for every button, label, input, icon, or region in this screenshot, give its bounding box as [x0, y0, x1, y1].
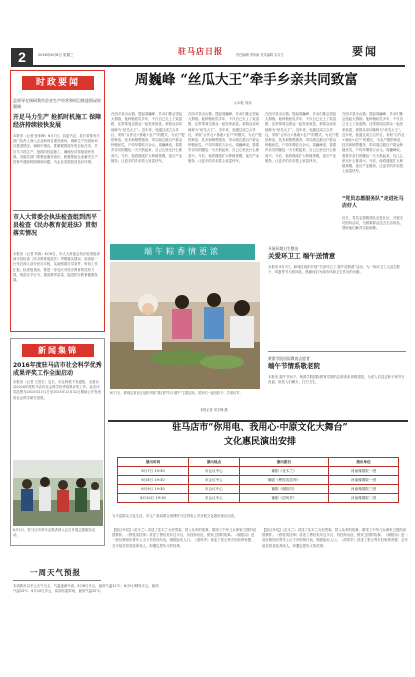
paper-name: 驻马店日报 — [178, 47, 223, 56]
table-cell: 6月8日 19:30 — [118, 476, 189, 485]
table-row — [118, 467, 399, 476]
festival-banner: 端午粽香情更浓 — [110, 244, 255, 260]
table-cell: 河南豫剧院一团 — [329, 476, 399, 485]
table-cell: 6月7日 19:30 — [118, 467, 189, 476]
stage-body-right: 【剧目介绍】《花木兰》讲述了花木兰女扮男装、替父从军的故事，歌颂了中华儿女保家卫国的爱国情怀。《穆桂英挂帅》讲述了穆桂英年过半百，仍挂帅出征、保家卫国的故事。《朝阳沟》是一部反映知识青年上山下乡的现代戏，唱段脍炙人口。《清风亭》讲述了张元秀夫妇收养弃婴、含辛茹苦将其抚养成人，却遭忘恩负义的故事。 — [262, 528, 408, 548]
table-cell: 市会议中心 — [189, 494, 240, 503]
table-cell: 6月10日 19:30 — [118, 494, 189, 503]
editors-line: 责任编辑 李传新 美术编辑 实习生 — [236, 53, 284, 57]
table-cell: 市会议中心 — [189, 467, 240, 476]
main-body-col4: 在西平县出山镇，提起周巍峰，乡亲们都会竖起大拇指。他种植丝瓜多年，不仅自己走上了致富路，还带领周边群众一起发家致富，被群众亲切地称为“丝瓜大王”。近年来，他通过成立合作社，采取“合作社+基地+农户”的模式，为农户提供种苗、技术和销售服务，带动周边数百户群众种植丝瓜，户均年增收万余元。周巍峰说，看着乡亲们的腰包一天天鼓起来，自己心里比什么都高兴。今后，他将继续扩大种植规模，延长产业链条，让更多的乡亲搭上致富快车。 — [342, 112, 405, 174]
stage-title-line2: 文化惠民演出安排 — [223, 437, 296, 447]
main-body-col2: 在西平县出山镇，提起周巍峰，乡亲们都会竖起大拇指。他种植丝瓜多年，不仅自己走上了致富路，还带领周边群众一起发家致富，被群众亲切地称为“丝瓜大王”。近年来，他通过成立合作社，采取“合作社+基地+农户”的模式，为农户提供种苗、技术和销售服务，带动周边数百户群众种植丝瓜，户均年增收万余元。周巍峰说，看着乡亲们的腰包一天天鼓起来，自己心里比什么都高兴。今后，他将继续扩大种植规模，延长产业链条，让更多的乡亲搭上致富快车。 — [188, 112, 262, 163]
story1-body: 本报讯（记者 张家峰）6月7日，县委书记、县长带领有关部门负责人深入企业和项目建设现场，调研生产经营和项目推进情况。调研中指出，要紧紧围绕年度目标任务，开足马力抓生产，抢抓时机促施工，确保经济持续较快发展。各级各部门要强化服务意识，积极帮助企业解决生产经营中遇到的困难和问题，为企业发展营造良好环境。 — [13, 134, 100, 165]
festival-photo — [110, 262, 260, 389]
table-cell: 市会议中心 — [189, 485, 240, 494]
right-story1-kicker: 开展环境卫生整治 — [268, 246, 299, 251]
right-story2-body: 本报讯 端午节前夕，黄淮学院国际教育学院的志愿者来到敬老院，为老人们送去粽子和节日祝福，陪老人们聊天、打扫卫生。 — [268, 375, 405, 385]
header-cell: 演出剧目 — [239, 458, 328, 467]
section-title: 要闻 — [352, 45, 378, 58]
header-cell: 演出单位 — [329, 458, 399, 467]
main-headline: 周巍峰 “丝瓜大王”牵手乡亲共同致富 — [135, 72, 358, 88]
news-collection-banner: 新闻集锦 — [22, 344, 94, 357]
table-row — [118, 476, 399, 485]
stage-title-line1: 驻马店市“你用电、我用心·中原文化大舞台” — [172, 423, 348, 433]
volunteer-photo — [13, 460, 103, 526]
date-line: 2016年6月8日 星期三 — [38, 53, 74, 57]
festival-photographer: 本报记者 刘宇峰 摄 — [200, 408, 228, 412]
header-cell: 演出时间 — [118, 458, 189, 467]
right-story2-title: 端午节情系敬老院 — [268, 362, 320, 370]
right-story1-body: 本报讯 6月7日，驿城区组织开展“关爱环卫工 端午送情意”活动，为一线环卫工人送去粽子、鸡蛋等节日慰问品，感谢他们为城市环境卫生作出的贡献。 — [268, 265, 401, 275]
volunteer-photo-caption: 6月5日，驻马店市青年志愿者深入社区开展志愿服务活动。 — [13, 528, 96, 538]
weather-title: 一周天气预报 — [30, 568, 81, 577]
table-cell: 6月9日 19:30 — [118, 485, 189, 494]
main-body-col1: 在西平县出山镇，提起周巍峰，乡亲们都会竖起大拇指。他种植丝瓜多年，不仅自己走上了致富路，还带领周边群众一起发家致富，被群众亲切地称为“丝瓜大王”。近年来，他通过成立合作社，采取“合作社+基地+农户”的模式，为农户提供种苗、技术和销售服务，带动周边数百户群众种植丝瓜，户均年增收万余元。周巍峰说，看着乡亲们的腰包一天天鼓起来，自己心里比什么都高兴。今后，他将继续扩大种植规模，延长产业链条，让更多的乡亲搭上致富快车。 — [111, 112, 185, 163]
stage-note: 为丰富群众文化生活，市文广新局联合国网驻马店供电公司开展文化惠民演出活动。 — [112, 514, 238, 518]
story1-kicker: 县领导在调研我市企业生产经营和项目推进情况时强调 — [13, 98, 101, 109]
table-cell: 河南豫剧院三团 — [329, 485, 399, 494]
table-cell: 市会议中心 — [189, 476, 240, 485]
stage-body-left: 【剧目介绍】《花木兰》讲述了花木兰女扮男装、替父从军的故事，歌颂了中华儿女保家卫国的爱国情怀。《穆桂英挂帅》讲述了穆桂英年过半百，仍挂帅出征、保家卫国的故事。《朝阳沟》是一部反映知识青年上山下乡的现代戏，唱段脍炙人口。《清风亭》讲述了张元秀夫妇收养弃婴、含辛茹苦将其抚养成人，却遭忘恩负义的故事。 — [112, 528, 257, 548]
table-cell: 豫剧《花木兰》 — [239, 467, 328, 476]
table-cell: 豫剧《清风亭》 — [239, 494, 328, 503]
table-row — [118, 485, 399, 494]
story2-body: 本报讯（记者 刘涛）6月6日，市人大常委会执法检查组到西平县检查《民办教育促进法》贯彻落实情况。检查组一行先后深入部分民办学校，实地察看办学条件，听取工作汇报。检查组指出，要进一步加大对民办教育的扶持力度，规范办学行为，提高教育质量，促进民办教育健康发展。 — [13, 252, 100, 283]
sidebar-story-body: 近日，党员志愿服务队走进社区，开展走访慰问活动，为困难群众送去生活用品，帮助他们解决实际困难。 — [342, 216, 404, 231]
table-cell: 河南豫剧院一团 — [329, 467, 399, 476]
table-header-row — [118, 458, 399, 467]
table-cell: 豫剧《穆桂英挂帅》 — [239, 476, 328, 485]
table-cell: 豫剧《朝阳沟》 — [239, 485, 328, 494]
main-author: ◎本报 刘伟 — [234, 101, 252, 105]
story2-title: 市人大常委会执法检查组到西平县检查《民办教育促进法》贯彻落实情况 — [13, 214, 98, 237]
politics-banner: 时政要闻 — [22, 76, 94, 90]
right-story2-kicker: 黄淮学院国际教育志愿者 — [268, 356, 310, 361]
header-cell: 演出地点 — [189, 458, 240, 467]
story3-body: 本报讯（记者 王春生）近日，市社科联下发通知，全面启动2016年度驻马店市社会科学优秀成果评奖工作。此次评奖范围为2015年1月1日至2015年12月31日期间公开发表的社会科学研究成果。 — [13, 380, 101, 400]
page-number-badge: 2 — [11, 48, 33, 66]
stage-schedule-table — [117, 457, 399, 503]
weather-body: 本周我市以多云天气为主，气温逐渐升高。6月8日多云，最高气温31℃；6月9日晴转多云，最高气温33℃；6月10日多云，局部有雷阵雨，最高气温32℃。 — [13, 584, 159, 594]
table-cell: 河南豫剧院二团 — [329, 494, 399, 503]
story1-title: 开足马力生产 抢抓时机施工 保障经济持续较快发展 — [13, 114, 102, 129]
story3-title: 2016年度驻马店市社会科学优秀成果评奖工作全面启动 — [13, 362, 102, 377]
right-story1-title: 关爱环卫工 端午送情意 — [268, 252, 336, 260]
sidebar-story-title: “党员志愿服务队”走进社马店好人 — [342, 196, 404, 209]
table-row — [118, 494, 399, 503]
festival-caption: 6月7日，驿城区某社区组织开展“我们的节日·端午”主题活动，居民们一起包粽子，共度佳节。 — [110, 391, 243, 395]
main-body-col3: 在西平县出山镇，提起周巍峰，乡亲们都会竖起大拇指。他种植丝瓜多年，不仅自己走上了致富路，还带领周边群众一起发家致富，被群众亲切地称为“丝瓜大王”。近年来，他通过成立合作社，采取“合作社+基地+农户”的模式，为农户提供种苗、技术和销售服务，带动周边数百户群众种植丝瓜，户均年增收万余元。周巍峰说，看着乡亲们的腰包一天天鼓起来，自己心里比什么都高兴。今后，他将继续扩大种植规模，延长产业链条，让更多的乡亲搭上致富快车。 — [265, 112, 339, 163]
